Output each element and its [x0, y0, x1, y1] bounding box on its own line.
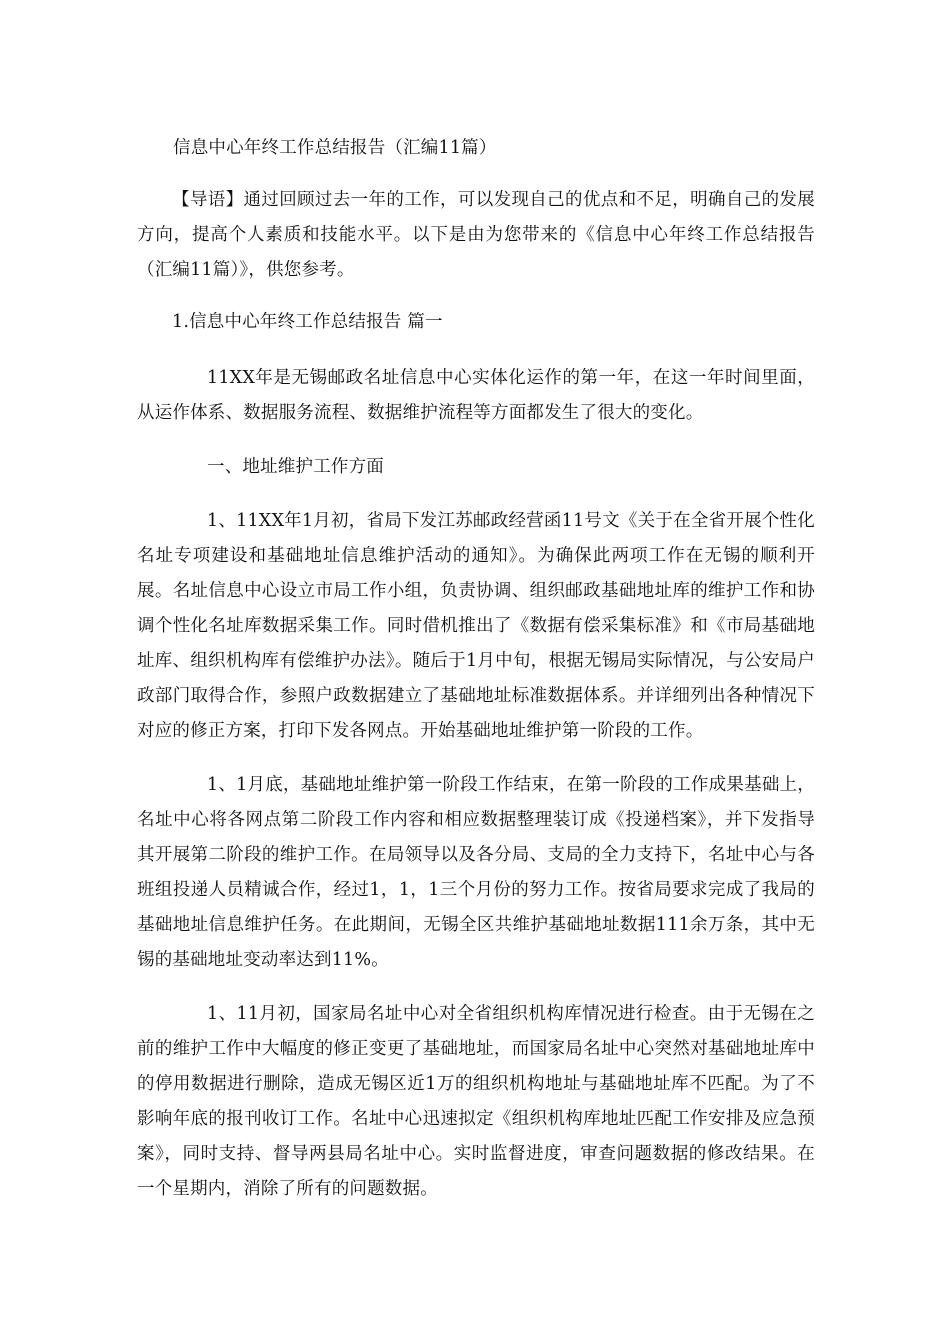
document-title: 信息中心年终工作总结报告（汇编11篇） [173, 138, 497, 158]
body-paragraph-1: 11XX年是无锡邮政名址信息中心实体化运作的第一年，在这一年时间里面，从运作体系、数据服务流程、数据维护流程等方面都发生了很大的变化。 [137, 368, 815, 423]
intro-paragraph: 【导语】通过回顾过去一年的工作，可以发现自己的优点和不足，明确自己的发展方向，提高个人素质和技能水平。以下是由为您带来的《信息中心年终工作总结报告（汇编11篇）》，供您参考。 [137, 190, 815, 280]
spacer [137, 749, 815, 768]
spacer [137, 485, 815, 504]
spacer [137, 340, 815, 361]
subheading-address-maintenance: 一、地址维护工作方面 [207, 457, 384, 477]
spacer [137, 978, 815, 997]
section-heading: 1.信息中心年终工作总结报告 篇一 [172, 312, 443, 332]
spacer [137, 288, 815, 305]
document-body [137, 131, 815, 1207]
spacer [137, 431, 815, 450]
body-paragraph-4: 1、11月初，国家局名址中心对全省组织机构库情况进行检查。由于无锡在之前的维护工作中大幅度的修正变更了基础地址，而国家局名址中心突然对基础地址库中的停用数据进行删除，造成无锡区近1万的组织机构地址与基础地址库不匹配。为了不影响年底的报刊收订工作。名址中心迅速拟定《组织机构库地址匹配工作安排及应急预案》，同时支持、督导两县局名址中心。实时监督进度，审查问题数据的修改结果。在一个星期内，消除了所有的问题数据。 [137, 1004, 815, 1199]
spacer [137, 166, 815, 183]
body-paragraph-2: 1、11XX年1月初，省局下发江苏邮政经营函11号文《关于在全省开展个性化名址专项建设和基础地址信息维护活动的通知》。为确保此两项工作在无锡的顺利开展。名址信息中心设立市局工作小组，负责协调、组织邮政基础地址库的维护工作和协调个性化名址库数据采集工作。同时借机推出了《数据有偿采集标准》和《市局基础地址库、组织机构库有偿维护办法》。随后于1月中旬，根据无锡局实际情况，与公安局户政部门取得合作，参照户政数据建立了基础地址标准数据体系。并详细列出各种情况下对应的修正方案，打印下发各网点。开始基础地址维护第一阶段的工作。 [137, 511, 815, 741]
body-paragraph-3: 1、1月底，基础地址维护第一阶段工作结束，在第一阶段的工作成果基础上，名址中心将各网点第二阶段工作内容和相应数据整理装订成《投递档案》，并下发指导其开展第二阶段的维护工作。在局领导以及各分局、支局的全力支持下，名址中心与各班组投递人员精诚合作，经过1，1，1三个月份的努力工作。按省局要求完成了我局的基础地址信息维护任务。在此期间，无锡全区共维护基础地址数据111余万条，其中无锡的基础地址变动率达到11%。 [137, 775, 815, 970]
